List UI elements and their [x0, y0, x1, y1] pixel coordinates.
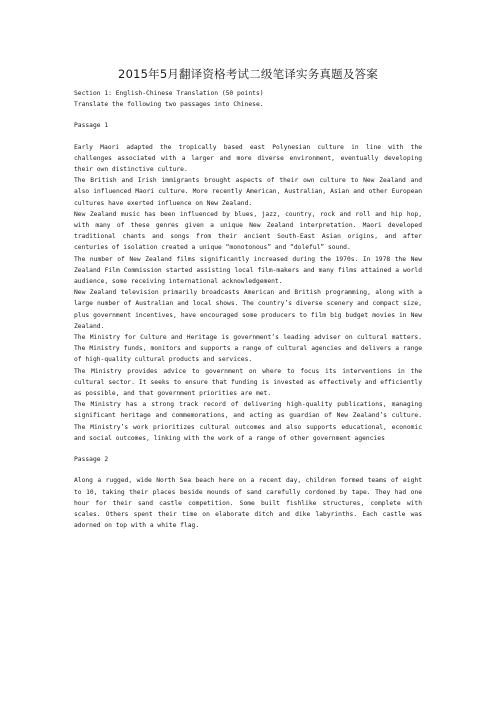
passage-1-paragraph: Early Maori adapted the tropically based east Polynesian culture in line with the challenges associated with a larger and more diverse environment, eventually developing their own distinctive culture.	[74, 143, 422, 174]
passage-1-paragraph: New Zealand music has been influenced by blues, jazz, country, rock and roll and hip hop, with many of these genres given a unique New Zealand interpretation. Maori developed traditional chants and songs from their ancient South-East Asian origins, and after centuries of isolation created a unique “monotonous” and “doleful” sound.	[74, 210, 422, 252]
passage-1-heading: Passage 1	[74, 122, 109, 130]
passage-1-paragraph: The Ministry for Culture and Heritage is government’s leading adviser on cultural matters. The Ministry funds, monitors and supports a range of cultural agencies and delivers a range of high-quality cultural products and services.	[74, 334, 422, 364]
passage-1-paragraph: The British and Irish immigrants brought aspects of their own culture to New Zealand and also influenced Maori culture. More recently American, Australian, Asian and other European cultures have exerted influence on New Zealand.	[74, 177, 422, 207]
spacer	[74, 110, 422, 120]
passage-1-paragraph: New Zealand television primarily broadcasts American and British programming, along with a large number of Australian and local shows. The country’s diverse scenery and compact size, plus government incentives, have encouraged some producers to film big budget movies in New Zealand.	[74, 289, 422, 330]
passage-1-paragraph: The Ministry has a strong track record of delivering high-quality publications, managing significant heritage and commemorations, and acting as guardian of New Zealand’s culture. The Ministry’s work prioritizes cultural outcomes and also supports educational, economic and social outcomes, linking with the work of a range of other government agencies	[74, 401, 422, 442]
passage-2-paragraph: Along a rugged, wide North Sea beach here on a recent day, children formed teams of eight to 10, taking their places beside mounds of sand carefully cordoned by tape. They had one hour for their sand castle competition. Some built fishlike structures, complete with scales. Others spent their time on elaborate ditch and dike labyrinths. Each castle was adorned on top with a white flag.	[74, 477, 422, 530]
section-heading: Section 1: English-Chinese Translation (50 points)	[74, 90, 264, 97]
spacer	[74, 132, 422, 142]
spacer	[74, 444, 422, 454]
passage-1-paragraph: The number of New Zealand films significantly increased during the 1970s. In 1978 the New Zealand Film Commission started assisting local film-makers and many films attained a world audience, some receiving international acknowledgement.	[74, 255, 422, 286]
instruction-text: Translate the following two passages into Chinese.	[74, 101, 264, 109]
spacer	[74, 465, 422, 475]
passage-2-heading: Passage 2	[74, 456, 109, 464]
document-title: 2015年5月翻译资格考试二级笔译实务真题及答案	[118, 67, 378, 81]
passage-1-paragraph: The Ministry provides advice to government on where to focus its interventions in the cultural sector. It seeks to ensure that funding is invested as effectively and efficiently as possible, and that government priorities are met.	[74, 367, 422, 398]
